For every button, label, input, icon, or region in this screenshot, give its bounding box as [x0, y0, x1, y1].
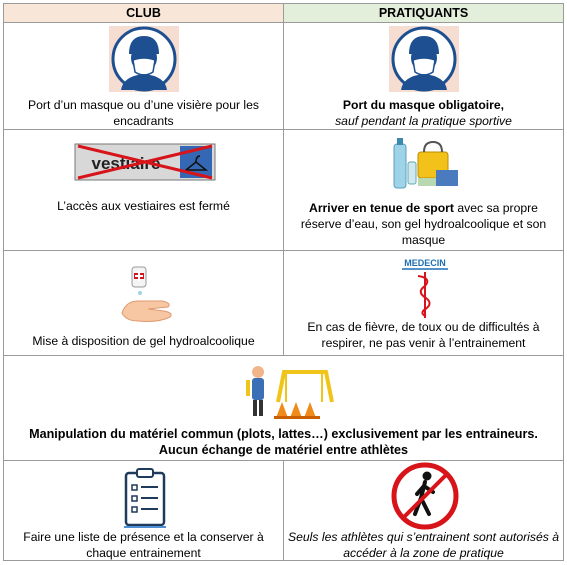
row5-club-cell	[3, 460, 284, 561]
training-equipment-icon	[242, 362, 334, 420]
face-mask-icon	[388, 26, 460, 92]
row2-club-cell	[3, 129, 284, 251]
row3-club-cell	[3, 250, 284, 356]
mask-exception-italic: sauf pendant la pratique sportive	[335, 114, 512, 128]
sport-outfit-bold: Arriver en tenue de sport	[309, 201, 454, 215]
vestiaire-closed-icon	[74, 142, 216, 182]
sport-outfit-rest: avec sa propre réserve d’eau, son gel hydroalcoolique et son masque	[300, 201, 547, 247]
vestiaire-sign-text: vestiaire	[91, 154, 161, 173]
shared-equipment-line2: Aucun échange de matériel entre athlètes	[158, 443, 409, 457]
row1-club-text: Port d’un masque ou d’une visière pour les encadrants	[27, 98, 260, 128]
face-mask-icon	[109, 26, 179, 92]
row4-text	[8, 426, 559, 458]
sports-bag-icon	[388, 136, 462, 192]
row5-pratiquants-cell	[283, 460, 564, 561]
row1-pratiquants-text	[288, 97, 559, 129]
header-pratiquants: PRATIQUANTS	[283, 3, 564, 23]
row3-pratiquants-cell	[283, 250, 564, 356]
row3-pratiquants-text: En cas de fièvre, de toux ou de difficultés à respirer, ne pas venir à l’entrainement	[307, 320, 540, 350]
hand-sanitizer-icon	[118, 263, 176, 325]
medical-caduceus-icon	[396, 256, 454, 320]
row5-club-text: Faire une liste de présence et la conserver à chaque entrainement	[23, 530, 264, 560]
mask-mandatory-bold: Port du masque obligatoire,	[342, 98, 505, 112]
medecin-sign-text: MEDECIN	[404, 258, 446, 268]
row2-club-text: L’accès aux vestiaires est fermé	[57, 199, 230, 213]
row1-pratiquants-cell	[283, 22, 564, 130]
row4-full-cell	[3, 355, 564, 461]
row1-club-cell	[3, 22, 284, 130]
header-club: CLUB	[3, 3, 284, 23]
checklist-icon	[122, 467, 168, 529]
row2-pratiquants-cell	[283, 129, 564, 251]
row3-club-text: Mise à disposition de gel hydroalcoolique	[32, 334, 255, 348]
no-pedestrian-icon	[391, 462, 459, 530]
shared-equipment-line1: Manipulation du matériel commun (plots, lattes…) exclusivement par les entraineurs.	[29, 427, 538, 441]
row5-pratiquants-text: Seuls les athlètes qui s’entrainent sont autorisés à accéder à la zone de pratique	[288, 530, 559, 560]
rules-table	[3, 3, 564, 561]
row2-pratiquants-text	[288, 200, 559, 248]
